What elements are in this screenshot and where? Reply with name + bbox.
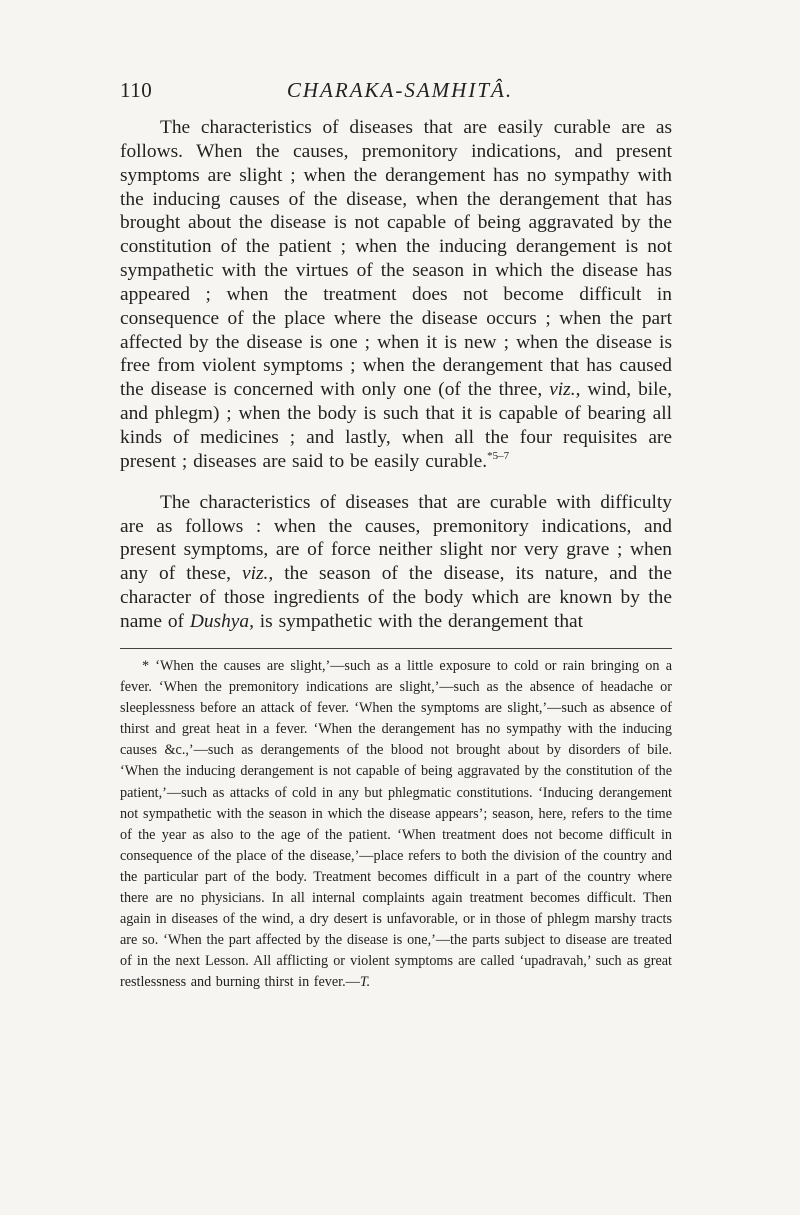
page-number: 110 — [120, 78, 153, 102]
paragraph-easily-curable — [120, 116, 672, 474]
paragraph-text: the season of the disease, its nature, and the character of those ingredients of the body which are known by the name of — [120, 563, 672, 632]
footnote-divider — [120, 648, 672, 649]
italic-term: viz., — [241, 563, 274, 585]
running-title: CHARAKA-SAMHITÂ. — [286, 78, 514, 102]
footnote — [120, 656, 672, 994]
paragraph-curable-with-difficulty — [120, 491, 672, 634]
paragraph-text: , wind, bile, and phlegm) ; when the body is such that it is capable of bearing all kinds of medicines ; and lastly, when all the four requisites are present ; diseases are said to be easily curable. — [120, 379, 672, 472]
footnote-reference: *5–7 — [487, 449, 510, 462]
paragraph-text: The characteristics of diseases that are curable with difficulty are as follows : when the causes, premonitory indications, and present symptoms, are of force neither slight nor very grave ; when any of these, — [120, 491, 672, 585]
paragraph-text: is sympathetic with the derangement that — [253, 610, 584, 632]
footnote-text: * ‘When the causes are slight,’—such as a little exposure to cold or rain bringing on a fever. ‘When the premonitory indications are slight,’—such as the absence of headache or sleeplessness before an attack of fever. ‘When the symptoms are slight,’—such as absence of thirst and great heat in a fever. ‘When the derangement has no sympathy with the inducing causes &c.,’—such as derangements of the blood not brought about by disorders of bile. ‘When the inducing derangement is not capable of being aggravated by the constitution of the patient,’—such as attacks of cold in any but phlegmatic constitutions. ‘Inducing derangement not sympathetic with the season in which the disease appears’; season, here, refers to the time of the year as also to the age of the patient. ‘When treatment does not become difficult in consequence of the place of the disease,’—place refers to both the division of the country and the particular part of the body. Treatment becomes difficult in a part of the country where there are no physicians. In all internal complaints again treatment becomes difficult. Then again in diseases of the wind, a dry desert is unfavorable, or in those of phlegm marshy tracts are so. ‘When the part affected by the disease is one,’—the parts subject to disease are treated of in the next Lesson. All afflicting or violent symptoms are called ‘upadravah,’ such as great restlessness and burning thirst in fever.— — [120, 658, 672, 991]
italic-term: viz. — [549, 379, 576, 401]
footnote-signature: T. — [359, 974, 371, 991]
paragraph-text: The characteristics of diseases that are easily curable are as follows. When the causes, premonitory indications, and present symptoms are slight ; when the derangement has no sympathy with the inducing causes of the disease, when the derangement that has brought about the disease is not capable of being aggravated by the constitution of the patient ; when the inducing derangement is not sympathetic with the virtues of the season in which the disease has appeared ; when the treatment does not become difficult in consequence of the place where the disease occurs ; when the part affected by the disease is one ; when it is new ; when the disease is free from violent symptoms ; when the derangement that has caused the disease is concerned with only one (of the three, — [120, 117, 672, 401]
body-text — [120, 116, 672, 634]
page-header — [0, 78, 800, 106]
italic-term: Dushya, — [189, 610, 254, 632]
